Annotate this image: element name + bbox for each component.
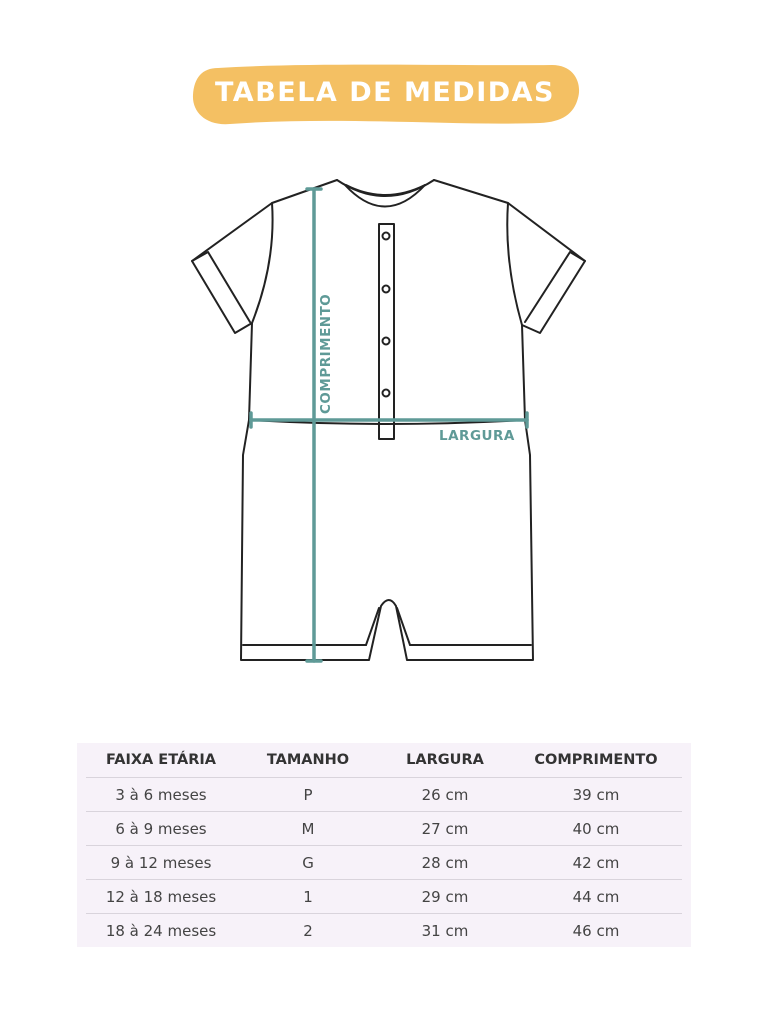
table-row (86, 880, 682, 914)
button-4 (383, 390, 390, 397)
cell-size: G (236, 846, 380, 880)
cell-size: 1 (236, 880, 380, 914)
cell-age: 18 à 24 meses (105, 921, 217, 940)
table-row (86, 778, 682, 812)
cell-length: 46 cm (572, 921, 620, 940)
table-row (86, 812, 682, 846)
width-label: LARGURA (439, 428, 515, 444)
cell-width: 27 cm (380, 812, 510, 846)
button-1 (383, 233, 390, 240)
button-3 (383, 338, 390, 345)
size-table (86, 743, 682, 947)
table-row (86, 914, 682, 948)
table-header-row (86, 743, 682, 778)
cell-width: 31 cm (421, 921, 469, 940)
cell-size: M (236, 812, 380, 846)
cell-age: 12 à 18 meses (86, 880, 236, 914)
column-header-width: LARGURA (380, 743, 510, 778)
cell-width: 26 cm (380, 778, 510, 812)
cell-size: 2 (303, 921, 313, 940)
cell-length: 44 cm (510, 880, 682, 914)
cell-age: 9 à 12 meses (86, 846, 236, 880)
buttons (383, 233, 390, 397)
cell-age: 3 à 6 meses (86, 778, 236, 812)
column-header-age: FAIXA ETÁRIA (86, 743, 236, 778)
length-measure-line (307, 189, 321, 661)
page-title: TABELA DE MEDIDAS (214, 77, 556, 108)
column-header-size: TAMANHO (236, 743, 380, 778)
column-header-length: COMPRIMENTO (510, 743, 682, 778)
cell-age: 6 à 9 meses (86, 812, 236, 846)
cell-length: 40 cm (510, 812, 682, 846)
size-table-panel (77, 743, 691, 947)
cell-width: 28 cm (380, 846, 510, 880)
button-2 (383, 286, 390, 293)
cell-size: P (236, 778, 380, 812)
length-label: COMPRIMENTO (318, 293, 334, 414)
cell-width: 29 cm (380, 880, 510, 914)
table-row (86, 846, 682, 880)
cell-length: 42 cm (510, 846, 682, 880)
cell-length: 39 cm (510, 778, 682, 812)
